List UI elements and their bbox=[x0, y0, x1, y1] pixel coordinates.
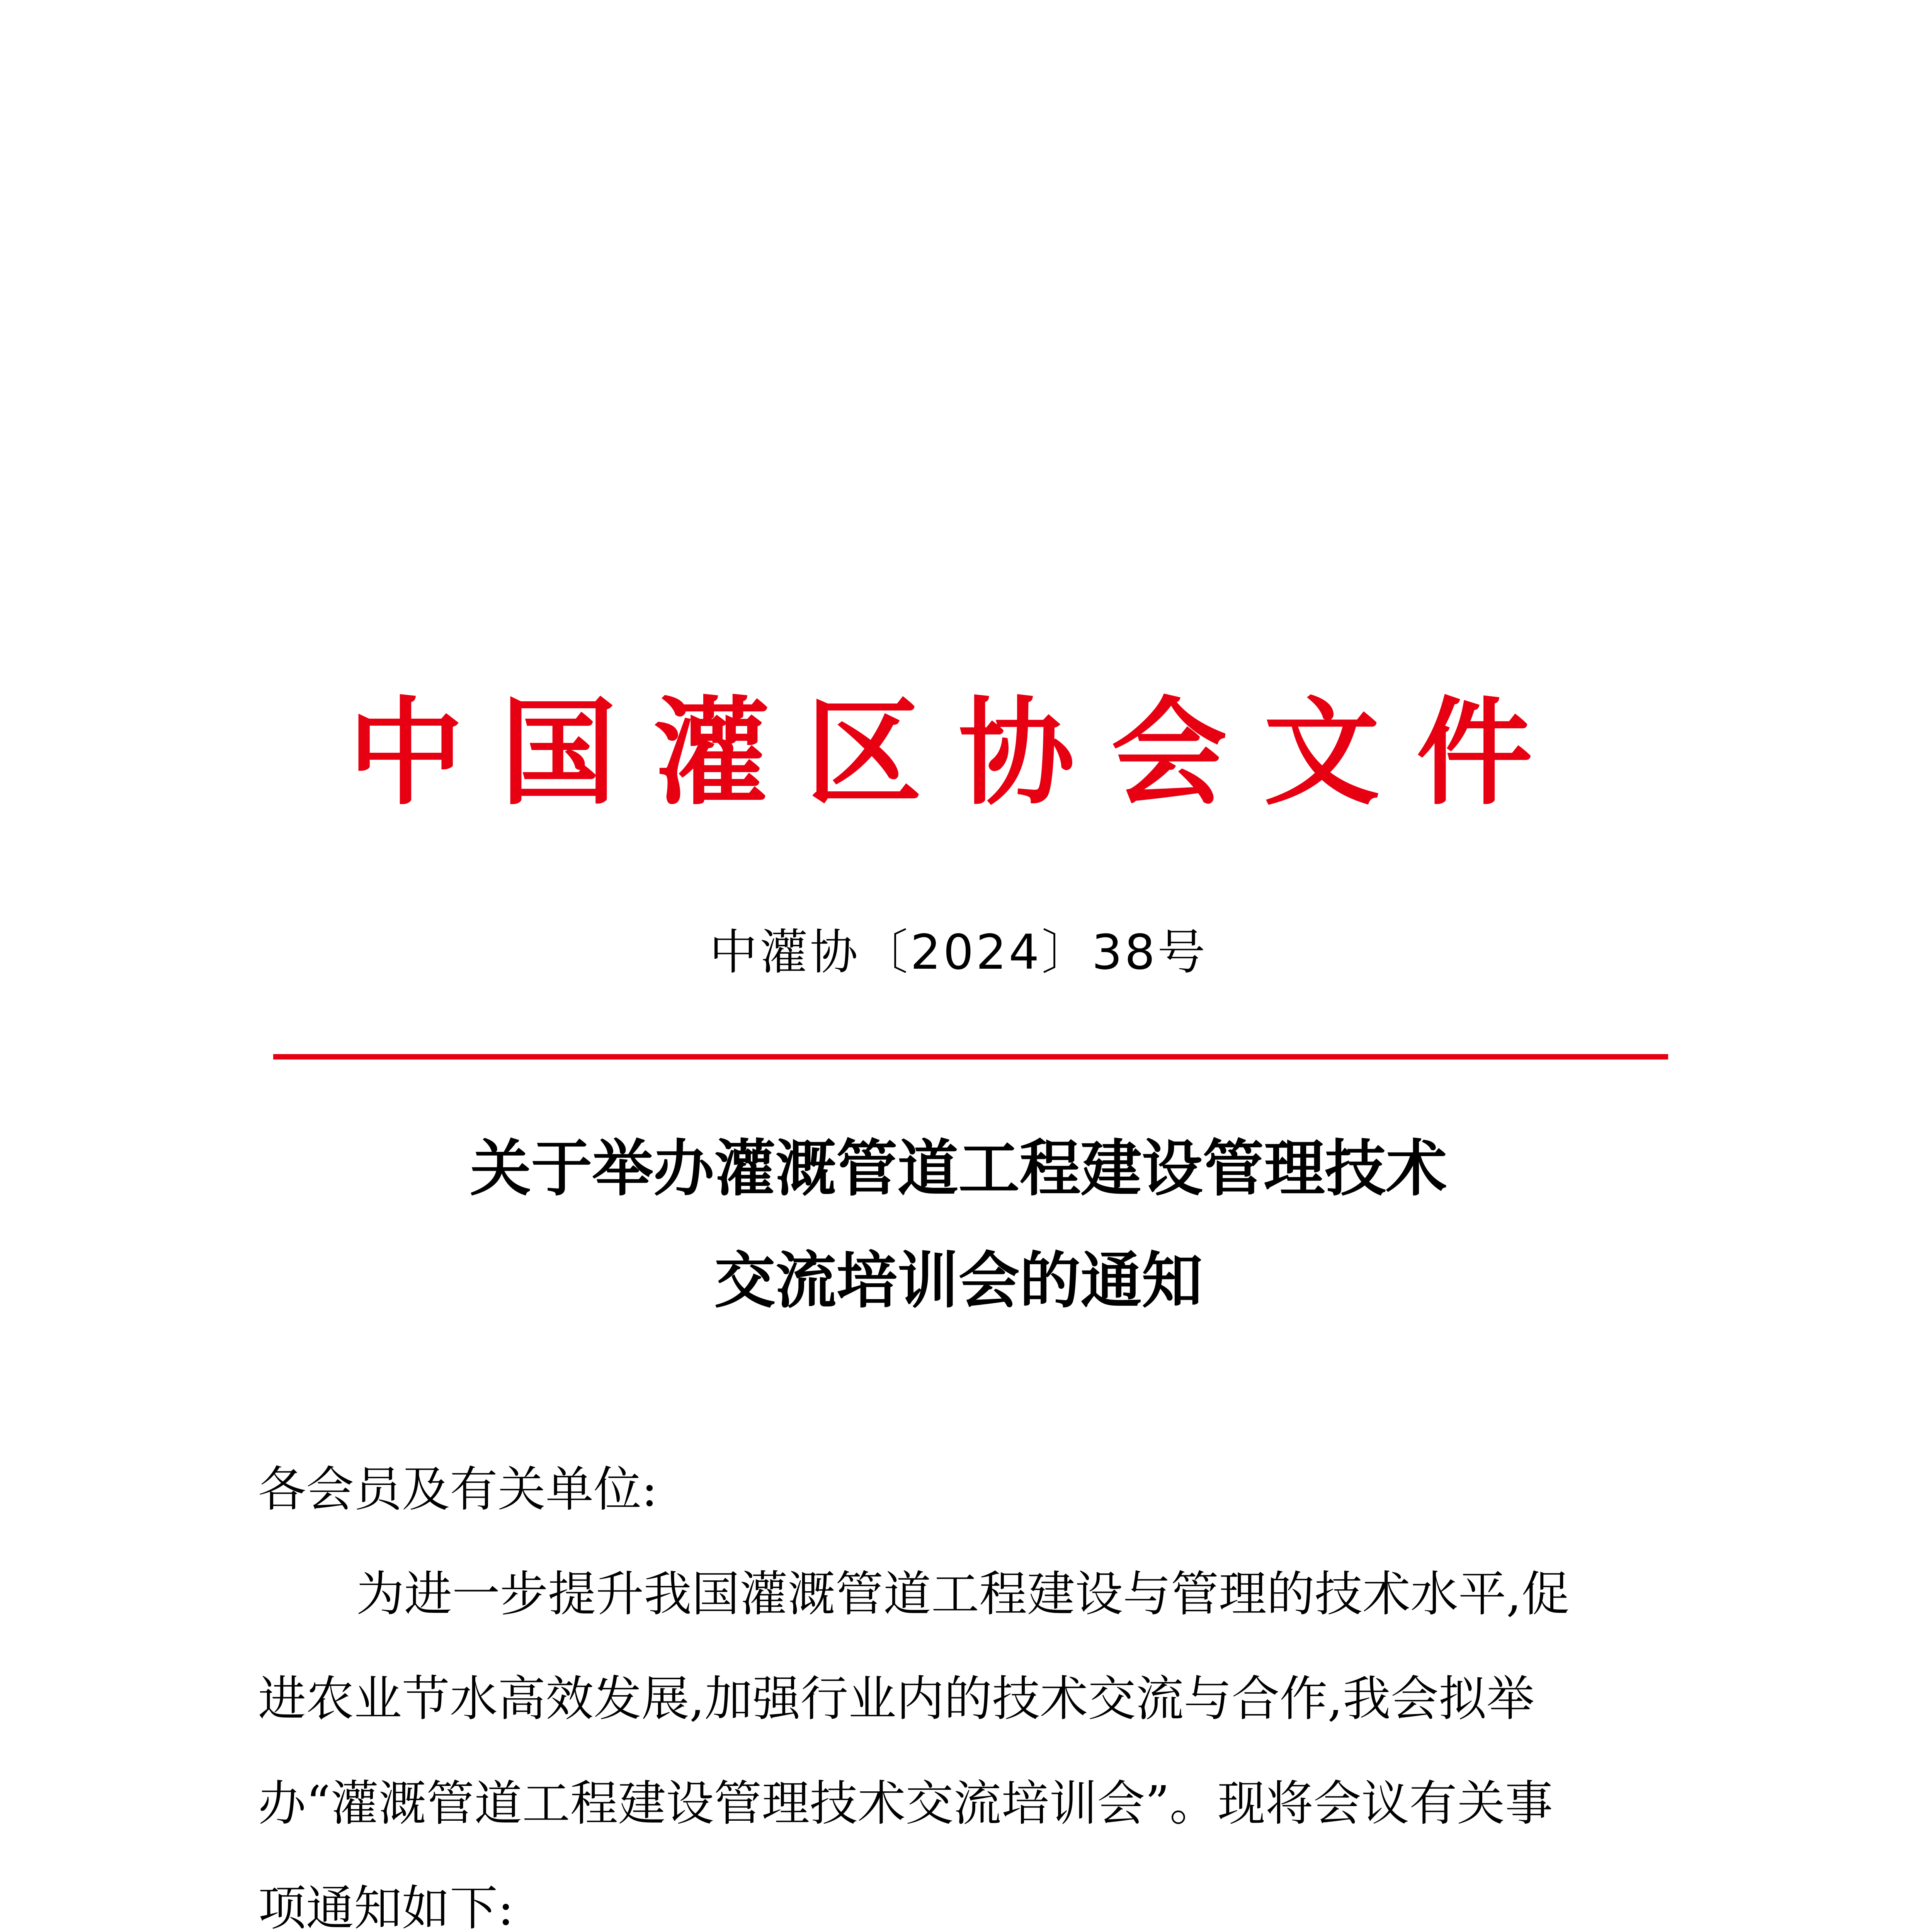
notice-title bbox=[0, 1113, 1917, 1337]
paragraph-line: 为进一步提升我国灌溉管道工程建设与管理的技术水平,促 bbox=[356, 1566, 1570, 1622]
notice-title-line-2: 交流培训会的通知 bbox=[714, 1245, 1203, 1316]
notice-title-line-1: 关于举办灌溉管道工程建设管理技术 bbox=[470, 1133, 1447, 1204]
paragraph-line: 办“灌溉管道工程建设管理技术交流培训会”。现将会议有关事 bbox=[258, 1776, 1553, 1832]
paragraph-intro bbox=[258, 1542, 1680, 1932]
paragraph-line: 进农业节水高效发展,加强行业内的技术交流与合作,我会拟举 bbox=[258, 1671, 1534, 1727]
document-number: 中灌协〔2024〕38号 bbox=[709, 925, 1208, 980]
paragraph-line: 项通知如下: bbox=[258, 1881, 514, 1932]
red-divider-line bbox=[273, 1054, 1668, 1060]
document-header-title: 中国灌区协会文件 bbox=[348, 686, 1569, 821]
salutation: 各会员及有关单位: bbox=[258, 1462, 658, 1517]
